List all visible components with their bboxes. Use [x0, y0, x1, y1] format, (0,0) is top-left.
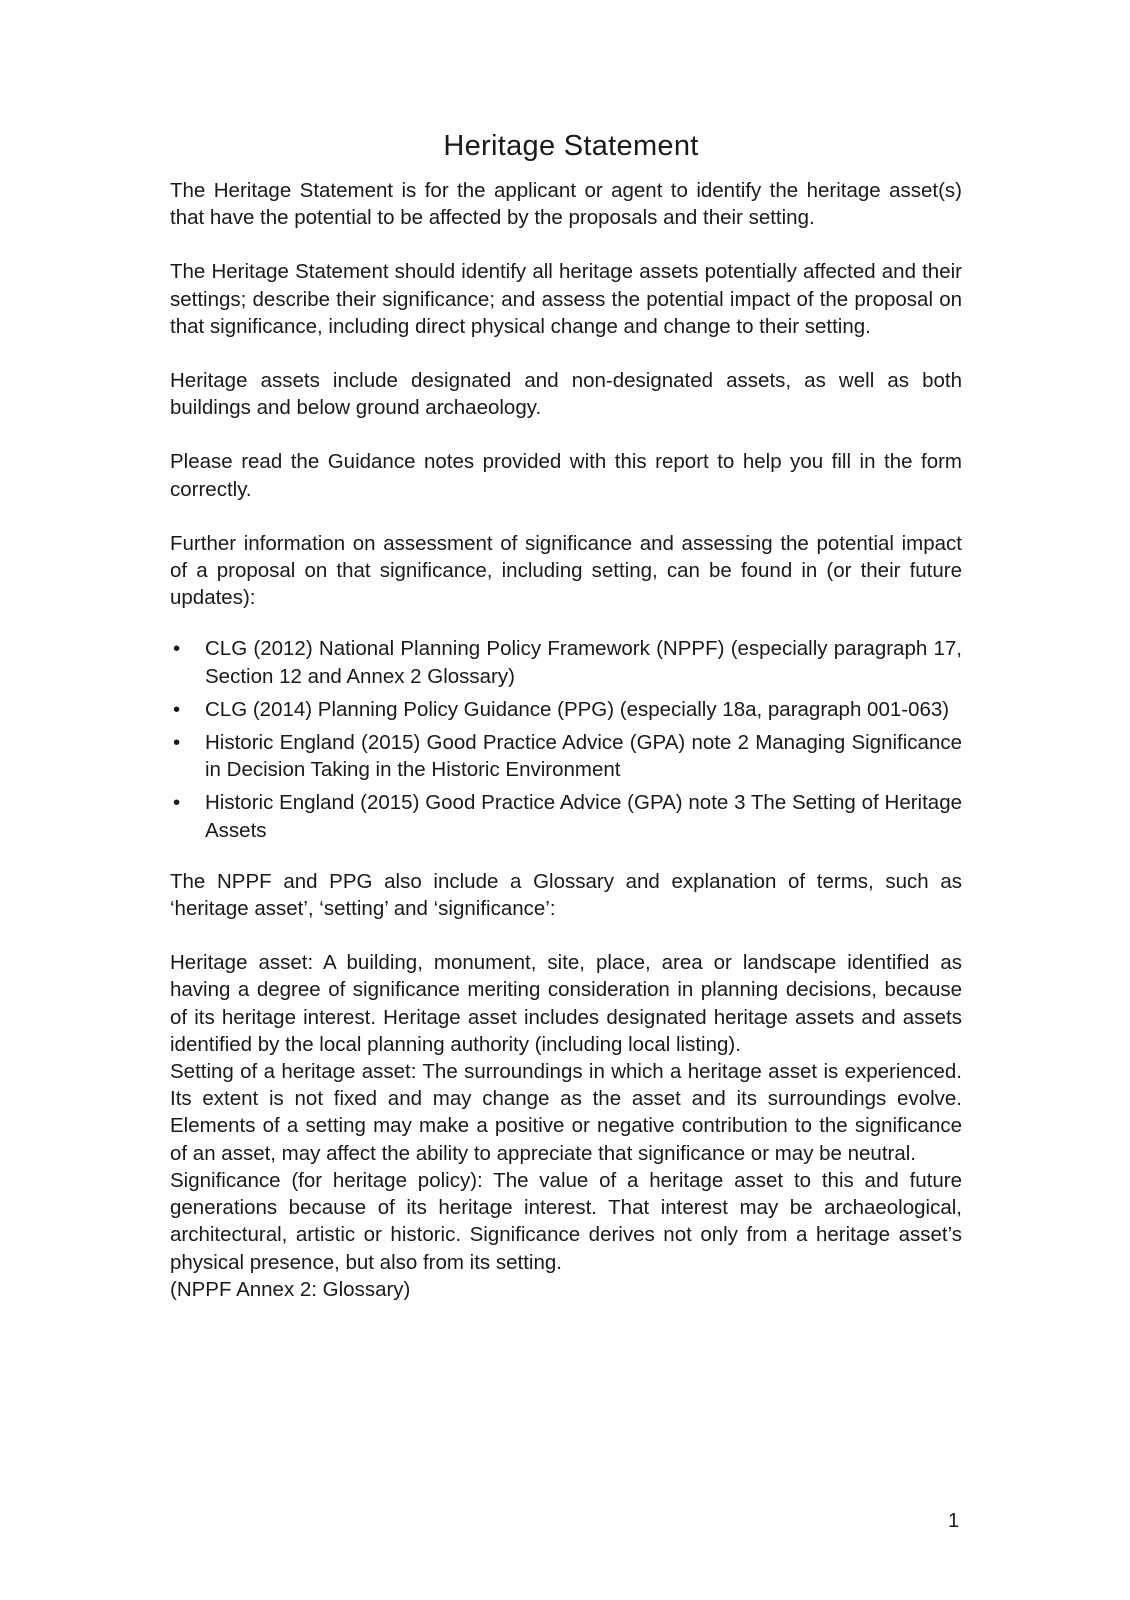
glossary-source: (NPPF Annex 2: Glossary) — [170, 1277, 411, 1301]
reference-item — [170, 789, 962, 843]
reference-text: Historic England (2015) Good Practice Advice (GPA) note 2 Managing Significance in Decision Taking in the Historic Environment — [205, 731, 962, 782]
identify-paragraph: The Heritage Statement should identify all heritage assets potentially affected and their settings; describe their significance; and assess the potential impact of the proposal on that significance, including direct physical change and change to their setting. — [170, 260, 962, 338]
guidance-paragraph: Please read the Guidance notes provided with this report to help you fill in the form correctly. — [170, 450, 962, 501]
document-page — [170, 130, 962, 1303]
reference-text: CLG (2012) National Planning Policy Framework (NPPF) (especially paragraph 17, Section 12 and Annex 2 Glossary) — [205, 637, 962, 688]
reference-item — [170, 729, 962, 783]
further-info-paragraph: Further information on assessment of significance and assessing the potential impact of a proposal on that significance, including setting, can be found in (or their future updates): — [170, 531, 962, 610]
glossary-setting: Setting of a heritage asset: The surroundings in which a heritage asset is experienced. Its extent is not fixed and may change as the asset and its surroundings evolve. Elements of a setting may make a positive or negative contribution to the significance of an asset, may affect the ability to appreciate that significance or may be neutral. — [170, 1060, 962, 1165]
reference-item — [170, 696, 962, 723]
bullet-icon: • — [173, 697, 181, 721]
glossary-section — [170, 949, 962, 1303]
page-number: 1 — [948, 1510, 960, 1532]
assets-paragraph: Heritage assets include designated and non-designated assets, as well as both buildings and below ground archaeology. — [170, 369, 962, 420]
page-title: Heritage Statement — [443, 130, 699, 162]
bullet-icon: • — [173, 791, 181, 815]
glossary-heritage-asset: Heritage asset: A building, monument, site, place, area or landscape identified as having a degree of significance meriting consideration in planning decisions, because of its heritage interest. Heritage asset includes designated heritage assets and assets identified by the local planning authority (including local listing). — [170, 951, 962, 1056]
glossary-significance: Significance (for heritage policy): The value of a heritage asset to this and future generations because of its heritage interest. That interest may be archaeological, architectural, artistic or historic. Significance derives not only from a heritage asset’s physical presence, but also from its setting. — [170, 1168, 962, 1274]
reference-list — [170, 635, 962, 843]
intro-paragraph: The Heritage Statement is for the applicant or agent to identify the heritage asset(s) that have the potential to be affected by the proposals and their setting. — [170, 179, 962, 230]
reference-item — [170, 635, 962, 689]
bullet-icon: • — [173, 637, 181, 661]
reference-text: Historic England (2015) Good Practice Advice (GPA) note 3 The Setting of Heritage Assets — [205, 791, 962, 842]
reference-text: CLG (2014) Planning Policy Guidance (PPG) (especially 18a, paragraph 001-063) — [205, 697, 950, 721]
glossary-intro: The NPPF and PPG also include a Glossary and explanation of terms, such as ‘heritage asset’, ‘setting’ and ‘significance’: — [170, 869, 962, 921]
bullet-icon: • — [173, 731, 181, 755]
